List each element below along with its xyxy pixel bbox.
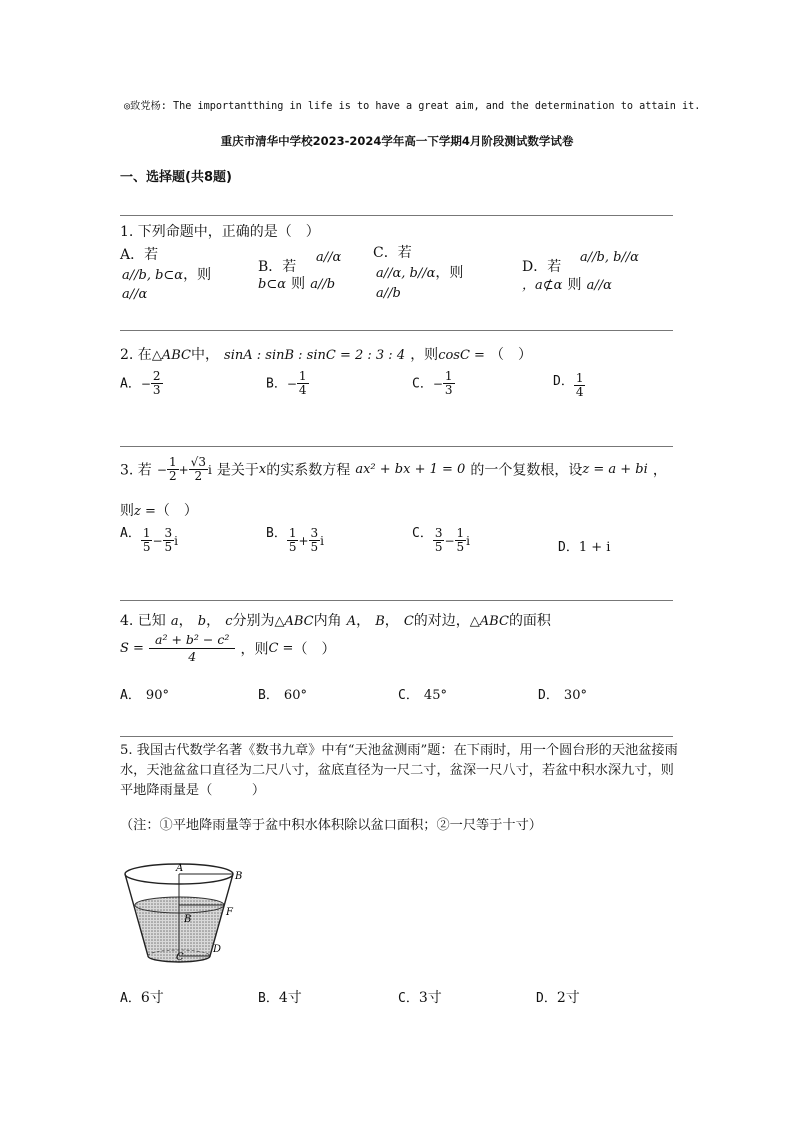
q3-option-b[interactable]: B． $\frac{1}{5}$ + $\frac{3}{5}$ i <box>266 526 325 554</box>
q5-note: （注：①平地降雨量等于盆中积水体积除以盆口面积；②一尺等于十寸） <box>120 818 542 833</box>
q5-option-d[interactable]: D．2寸 <box>536 990 580 1006</box>
divider-q4 <box>120 600 673 601</box>
q4-option-c[interactable]: C． 45° <box>398 688 447 703</box>
q3-line2: 则z =（ ） <box>120 503 198 519</box>
q2-option-c[interactable]: C． − $\frac{1}{3}$ <box>412 369 453 397</box>
q5-option-b[interactable]: B．4寸 <box>258 990 302 1006</box>
basin-figure <box>118 852 248 968</box>
divider-q3 <box>120 446 673 447</box>
q3-option-c[interactable]: C． $\frac{3}{5}$ − $\frac{1}{5}$ i <box>412 526 471 554</box>
divider-q1 <box>120 215 673 216</box>
q3-option-a[interactable]: A． $\frac{1}{5}$ − $\frac{3}{5}$ i <box>120 526 179 554</box>
q5-stem: 5. 我国古代数学名著《数书九章》中有“天池盆测雨”题：在下雨时，用一个圆台形的天池盆接雨水，天池盆盆口直径为二尺八寸，盆底直径为一尺二寸，盆深一尺八寸，若盆中积水深九寸，则平地降雨量是（ ） <box>120 743 678 798</box>
q4-stem: 4. 已知 a， b， c分别为△ABC内角 A， B， C的对边，△ABC的面积 <box>120 613 551 629</box>
svg-text:D: D <box>213 944 222 955</box>
q2-stem: 2. 在△ABC中， sinA : sinB : sinC = 2 : 3 : 4 ，则cosC = （ ） <box>120 347 533 363</box>
divider-q2 <box>120 330 673 331</box>
svg-text:C: C <box>176 952 184 963</box>
q4-area-formula: S = $\frac{\text{a² + b² − c²}}{4}$ ，则C =（ ） <box>120 632 336 664</box>
page-title: 重庆市清华中学校2023-2024学年高一下学期4月阶段测试数学试卷 <box>220 134 574 148</box>
q3-option-d[interactable]: D．1 + i <box>558 540 611 555</box>
divider-q5 <box>120 736 673 737</box>
section-heading: 一、选择题(共8题) <box>120 170 232 185</box>
motto-line: ◎致党杨: The importantthing in life is to have a great aim, and the determination to attain it. <box>124 101 701 112</box>
svg-text:A: A <box>176 863 184 874</box>
q4-option-b[interactable]: B． 60° <box>258 688 307 703</box>
q1-stem: 1. 下列命题中，正确的是（ ） <box>120 224 320 240</box>
q5-option-c[interactable]: C．3寸 <box>398 990 442 1006</box>
q2-option-b[interactable]: B． − $\frac{1}{4}$ <box>266 369 307 397</box>
q2-option-d[interactable]: D． $\frac{1}{4}$ <box>553 370 584 399</box>
svg-text:B: B <box>184 914 192 925</box>
q4-option-a[interactable]: A． 90° <box>120 688 169 703</box>
svg-text:F: F <box>226 907 233 918</box>
q2-option-a[interactable]: A． − $\frac{2}{3}$ <box>120 369 161 397</box>
q5-option-a[interactable]: A．6寸 <box>120 990 164 1006</box>
svg-text:B: B <box>235 871 243 882</box>
q3-stem: 3. 若 − $\frac{1}{2}$ + $\frac{√3}{2}$ i 是关于x的实系数方程 ax² + bx + 1 = 0 的一个复数根，设z = a + bi ， <box>120 455 667 483</box>
q4-option-d[interactable]: D． 30° <box>538 688 587 703</box>
